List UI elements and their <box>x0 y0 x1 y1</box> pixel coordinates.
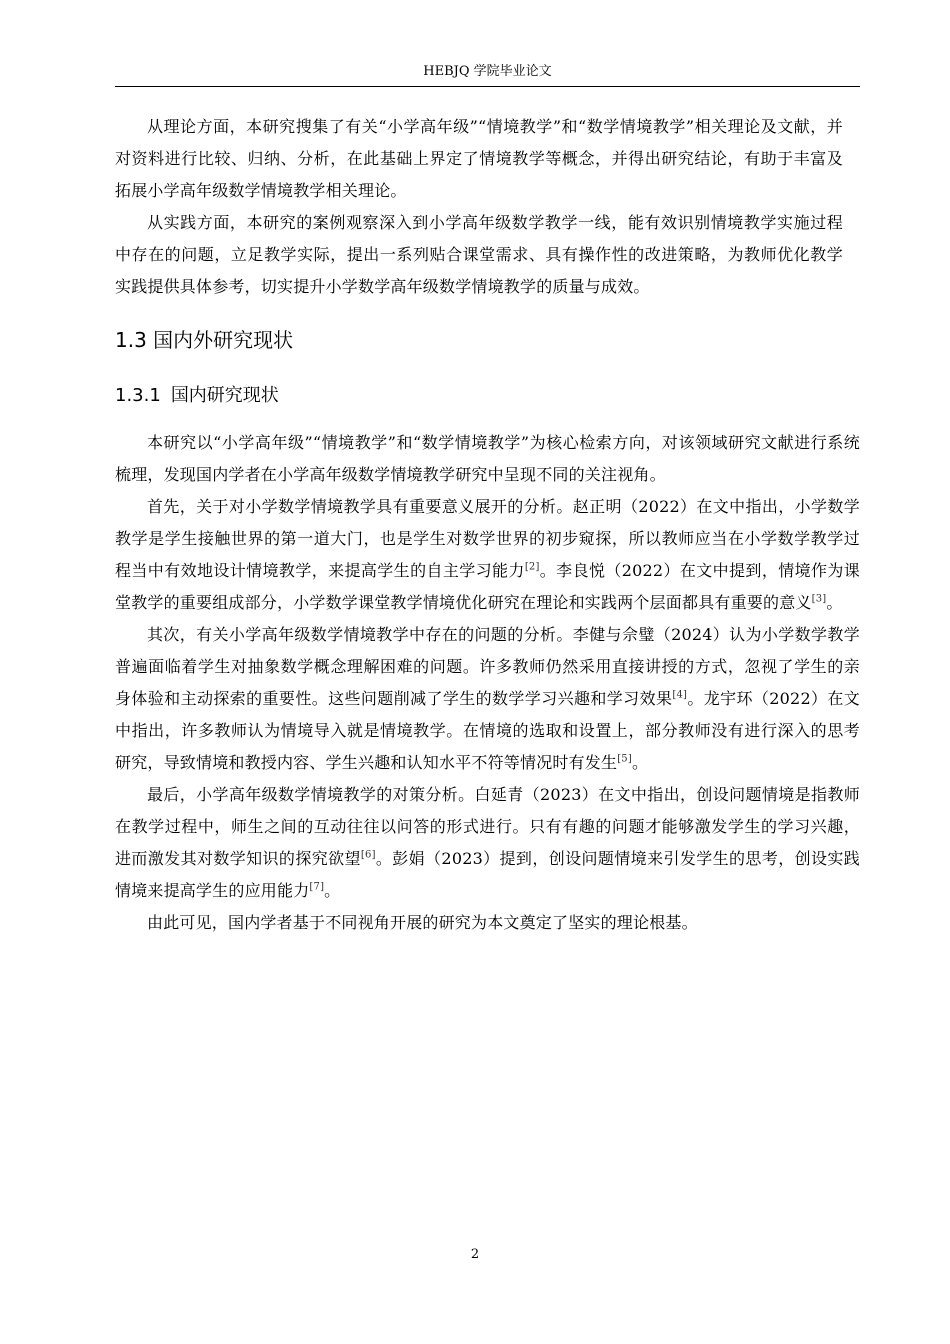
page-number: 2 <box>470 1247 480 1262</box>
header-rule <box>115 86 860 87</box>
subsection-heading <box>115 379 860 413</box>
citation-ref: [4] <box>672 689 688 701</box>
page-body <box>115 111 860 939</box>
paragraph-theory: 从理论方面，本研究搜集了有关“小学高年级”“情境教学”和“数学情境教学”相关理论及文献，并对资料进行比较、归纳、分析，在此基础上界定了情境教学等概念，并得出研究结论，有助于丰富及拓展小学高年级数学情境教学相关理论。 <box>115 117 843 200</box>
citation-ref: [2] <box>524 561 540 573</box>
citation-ref: [6] <box>360 849 376 861</box>
citation-ref: [5] <box>617 753 632 765</box>
section-heading: 1.3 国内外研究现状 <box>115 328 294 352</box>
text-segment: 最后，小学高年级数学情境教学的对策分析。白延青（2023）在文中指出，创设问题情境是指教师在教学过程中，师生之间的互动往往以问答的形式进行。只有有趣的问题才能够激发学生的学习兴趣，进而激发其对数学知识的探究欲望 <box>115 785 860 868</box>
text-segment: 。龙宇环（2022）在文中指出，许多教师认为情境导入就是情境教学。在情境的选取和设置上，部分教师没有进行深入的思考研究，导致情境和教授内容、学生兴趣和认知水平不符等情况时有发生 <box>115 689 860 772</box>
text-segment: 。彭娟（2023）提到，创设问题情境来引发学生的思考，创设实践情境来提高学生的应用能力 <box>115 849 860 900</box>
citation-ref: [7] <box>309 881 325 893</box>
text-segment: 。 <box>631 753 649 772</box>
subsection-title: 国内研究现状 <box>170 385 279 406</box>
text-segment: 。 <box>324 881 341 900</box>
paragraph-significance <box>115 491 860 619</box>
citation-ref: [3] <box>811 593 827 605</box>
paragraph-problems <box>115 619 860 779</box>
text-segment: 其次，有关小学高年级数学情境教学中存在的问题的分析。李健与佘璧（2024）认为小学数学教学普遍面临着学生对抽象数学概念理解困难的问题。许多教师仍然采用直接讲授的方式，忽视了学生的亲身体验和主动探索的重要性。这些问题削减了学生的数学学习兴趣和学习效果 <box>115 625 860 708</box>
running-header: HEBJQ 学院毕业论文 <box>423 64 552 79</box>
text-segment: 首先，关于对小学数学情境教学具有重要意义展开的分析。赵正明（2022）在文中指出，小学数学教学是学生接触世界的第一道大门，也是学生对数学世界的初步窥探，所以教师应当在小学数学教学过程当中有效地设计情境教学，来提高学生的自主学习能力 <box>115 497 860 580</box>
paragraph-overview: 本研究以“小学高年级”“情境教学”和“数学情境教学”为核心检索方向，对该领域研究文献进行系统梳理，发现国内学者在小学高年级数学情境教学研究中呈现不同的关注视角。 <box>115 433 860 484</box>
paragraph-practice: 从实践方面，本研究的案例观察深入到小学高年级数学教学一线，能有效识别情境教学实施过程中存在的问题，立足教学实际，提出一系列贴合课堂需求、具有操作性的改进策略，为教师优化教学实践提供具体参考，切实提升小学数学高年级数学情境教学的质量与成效。 <box>115 213 843 296</box>
text-segment: 。李良悦（2022）在文中提到，情境作为课堂教学的重要组成部分，小学数学课堂教学情境优化研究在理论和实践两个层面都具有重要的意义 <box>115 561 860 612</box>
text-segment: 。 <box>826 593 843 612</box>
paragraph-conclusion: 由此可见，国内学者基于不同视角开展的研究为本文奠定了坚实的理论根基。 <box>147 913 698 932</box>
paragraph-strategies <box>115 779 860 907</box>
subsection-number: 1.3.1 <box>115 385 161 406</box>
